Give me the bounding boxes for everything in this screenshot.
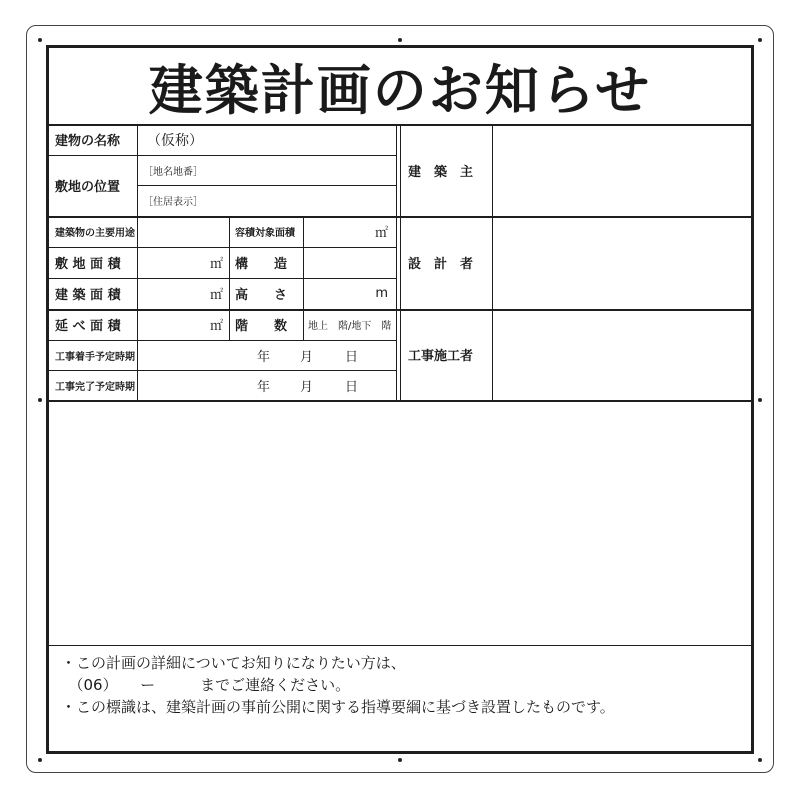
mount-hole: [398, 38, 402, 42]
floor-area-target-label: 容積対象面積: [235, 228, 295, 239]
floor-area-target-unit: ㎡: [374, 226, 388, 241]
notes-divider: [49, 645, 751, 646]
height-unit: m: [375, 286, 388, 301]
sign-frame: [46, 45, 754, 754]
height-label: 高 さ: [235, 288, 288, 303]
mount-hole: [38, 758, 42, 762]
mount-hole: [758, 38, 762, 42]
floors-label: 階 数: [235, 319, 288, 334]
start-date-year: 年: [257, 349, 271, 365]
mount-hole: [758, 398, 762, 402]
lot-number-label: ［地名地番］: [143, 166, 203, 178]
mount-hole: [758, 758, 762, 762]
total-floor-area-unit: ㎡: [209, 319, 223, 334]
designer-label: 設 計 者: [408, 257, 474, 272]
completion-date-month: 月: [300, 379, 314, 395]
col-divider: [400, 124, 401, 400]
start-date-label: 工事着手予定時期: [55, 351, 135, 363]
start-date-day: 日: [345, 349, 359, 365]
site-location-label: 敷地の位置: [55, 180, 121, 195]
address-label: ［住居表示］: [143, 197, 203, 208]
building-area-unit: ㎡: [209, 288, 223, 303]
building-name-label: 建物の名称: [55, 134, 121, 149]
start-date-month: 月: [300, 349, 314, 365]
mount-hole: [38, 38, 42, 42]
completion-date-day: 日: [345, 379, 359, 395]
notes: [61, 652, 615, 718]
table-bottom: [49, 400, 751, 402]
main-use-label: 建築物の主要用途: [55, 228, 135, 239]
note-line-2: （06） ー までご連絡ください。: [61, 676, 351, 694]
total-floor-area-label: 延 べ 面 積: [55, 319, 121, 334]
contractor-label: 工事施工者: [408, 349, 474, 364]
note-line-3: ・この標識は、建築計画の事前公開に関する指導要綱に基づき設置したものです。: [61, 698, 615, 716]
note-line-1: ・この計画の詳細についてお知りになりたい方は、: [61, 654, 406, 672]
sign-title: 建築計画のお知らせ: [148, 58, 652, 122]
site-area-unit: ㎡: [209, 257, 223, 272]
completion-date-year: 年: [257, 379, 271, 395]
col-divider: [492, 124, 493, 400]
owner-label: 建 築 主: [408, 164, 474, 180]
building-area-label: 建 築 面 積: [55, 288, 121, 303]
mount-hole: [398, 758, 402, 762]
floors-value: 地上 階/地下 階: [308, 321, 392, 332]
col-divider: [396, 124, 397, 400]
completion-date-label: 工事完了予定時期: [55, 381, 135, 393]
structure-label: 構 造: [235, 257, 288, 272]
building-name-value: （仮称）: [147, 132, 203, 149]
site-area-label: 敷 地 面 積: [55, 257, 121, 272]
col-divider: [229, 216, 230, 340]
mount-hole: [38, 398, 42, 402]
